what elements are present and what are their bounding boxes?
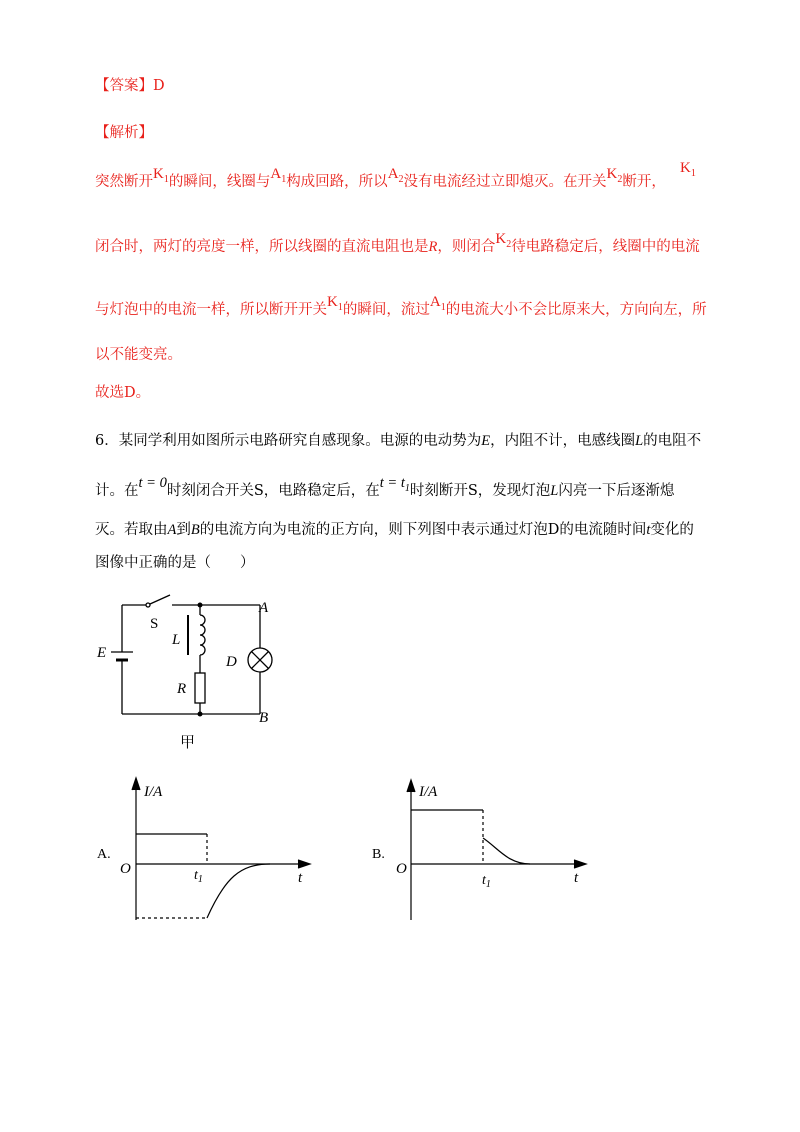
option-a-label: A. xyxy=(97,847,111,862)
label-B: B xyxy=(259,710,269,726)
circuit-caption: 甲 xyxy=(180,735,196,751)
symbol-t: t xyxy=(646,522,651,538)
symbol-L: L xyxy=(635,433,644,449)
question-text: 时刻断开S，发现灯泡 xyxy=(409,483,551,499)
analysis-text: ，则闭合 xyxy=(437,239,496,255)
question-text: 计。在 xyxy=(95,483,139,499)
graph-b-t1: $t_1$ xyxy=(482,873,491,890)
analysis-text: 构成回路，所以 xyxy=(286,174,388,190)
label-R: R xyxy=(177,681,187,697)
analysis-label: 【解析】 xyxy=(95,125,153,141)
symbol-K2: $K_2$ xyxy=(606,166,623,185)
symbol-A2: $A_2$ xyxy=(387,166,404,185)
graph-b-xlabel: t xyxy=(574,870,579,886)
label-E: E xyxy=(97,645,107,661)
analysis-text: 的电流大小不会比原来大，方向向左，所 xyxy=(445,302,707,318)
symbol-K1: $K_1$ xyxy=(327,294,343,313)
answer-value: D xyxy=(153,78,165,94)
analysis-text: 突然断开 xyxy=(95,174,153,190)
question-text: 的电流方向为电流的正方向，则下列图中表示通过灯泡D的电流随时间 xyxy=(199,522,647,538)
symbol-A1: $A_1$ xyxy=(270,166,287,185)
symbol-R: R xyxy=(428,239,438,255)
analysis-text: 的瞬间，流过 xyxy=(342,302,430,318)
question-text: 灭。若取由 xyxy=(95,522,168,538)
symbol-t-equals-0: t = 0 xyxy=(138,475,167,491)
label-A: A xyxy=(259,600,269,616)
analysis-text: 待电路稳定后，线圈中的电流 xyxy=(511,239,700,255)
analysis-text: 的瞬间，线圈与 xyxy=(168,174,271,190)
analysis-text: 断开， xyxy=(622,174,666,190)
symbol-A: A xyxy=(167,522,177,538)
symbol-A1: $A_1$ xyxy=(429,294,446,313)
question-text: 时刻闭合开关S，电路稳定后，在 xyxy=(166,483,380,499)
analysis-text: 没有电流经过立即熄灭。在开关 xyxy=(403,174,607,190)
option-b-label: B. xyxy=(372,847,385,862)
question-text: 的电阻不 xyxy=(643,433,702,449)
question-text: 变化的 xyxy=(650,522,694,538)
answer-label: 【答案】 xyxy=(95,78,153,94)
label-D: D xyxy=(226,654,237,670)
symbol-t-equals-t1: $t = t_1$ xyxy=(379,475,410,494)
label-L: L xyxy=(172,632,181,648)
label-S: S xyxy=(150,616,159,632)
symbol-K1-end: $K_1$ xyxy=(680,160,696,179)
question-text: 闪亮一下后逐渐熄 xyxy=(558,483,675,499)
analysis-text: 与灯泡中的电流一样，所以断开开关 xyxy=(95,302,327,318)
question-text: 6．某同学利用如图所示电路研究自感现象。电源的电动势为 xyxy=(95,433,482,449)
symbol-L: L xyxy=(550,483,559,499)
graph-a-origin: O xyxy=(120,861,131,877)
symbol-K2: $K_2$ xyxy=(495,231,512,250)
symbol-K1: $K_1$ xyxy=(153,166,169,185)
graph-a-xlabel: t xyxy=(298,870,303,886)
analysis-text: 闭合时，两灯的亮度一样，所以线圈的直流电阻也是 xyxy=(95,239,429,255)
graph-a-t1: $t_1$ xyxy=(194,868,203,885)
symbol-B: B xyxy=(190,522,200,538)
graph-a-ylabel: I/A xyxy=(144,784,163,800)
question-text: 到 xyxy=(176,522,191,538)
symbol-E: E xyxy=(481,433,491,449)
analysis-line-4: 以不能变亮。 xyxy=(95,347,182,363)
question-line-4: 图像中正确的是（ ） xyxy=(95,555,255,571)
analysis-conclusion: 故选D。 xyxy=(95,385,151,401)
graph-b-origin: O xyxy=(396,861,407,877)
graph-b-ylabel: I/A xyxy=(419,784,438,800)
question-text: ，内阻不计，电感线圈 xyxy=(490,433,636,449)
